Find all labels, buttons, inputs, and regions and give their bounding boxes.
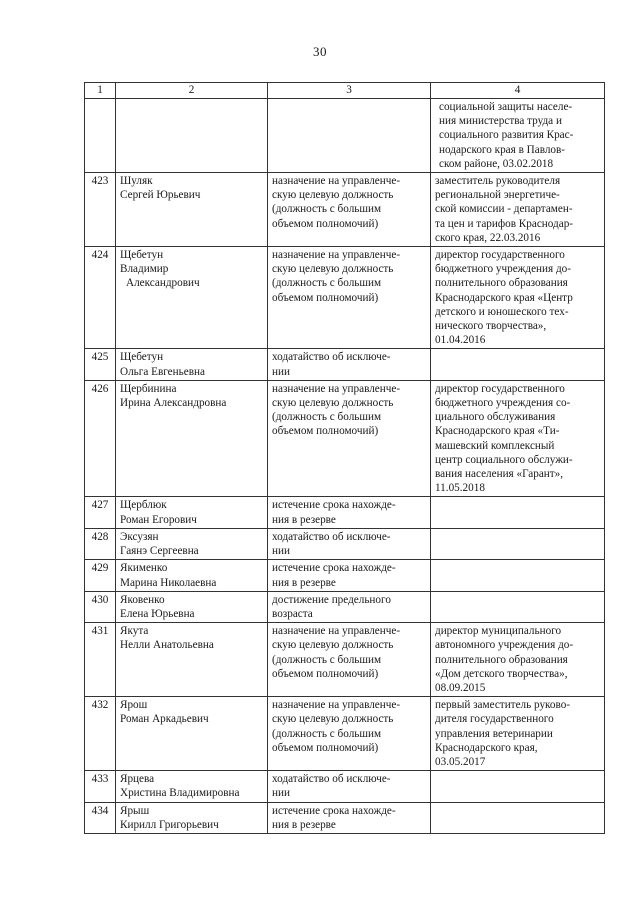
row-position	[431, 697, 605, 771]
table-body	[85, 99, 605, 834]
position-text: заместитель руководителя региональной энергетиче- ской комиссии - департамен- та цен и тарифов Краснодар- ского края, 22.03.2016	[435, 175, 574, 244]
position-text: первый заместитель руково- дителя государственного управления ветеринарии Краснодарского края, 03.05.2017	[435, 699, 571, 768]
row-reason	[268, 528, 431, 559]
row-name	[116, 528, 268, 559]
table-row	[85, 623, 605, 697]
row-name	[116, 560, 268, 591]
reason-text: ходатайство об исключе- нии	[272, 773, 391, 800]
row-reason	[268, 623, 431, 697]
reason-text: истечение срока нахожде- ния в резерве	[272, 562, 396, 589]
table-row	[85, 247, 605, 349]
row-name	[116, 173, 268, 247]
reason-text: назначение на управленче- скую целевую должность (должность с большим объемом полномочий)	[272, 249, 401, 304]
row-reason	[268, 497, 431, 528]
table-row	[85, 591, 605, 622]
given-names: Ольга Евгеньевна	[120, 365, 205, 378]
table-row	[85, 380, 605, 497]
row-name	[116, 802, 268, 833]
row-name	[116, 771, 268, 802]
row-reason	[268, 591, 431, 622]
surname: Якименко	[120, 562, 168, 575]
reason-text: назначение на управленче- скую целевую должность (должность с большим объемом полномочий)	[272, 625, 401, 680]
row-reason	[268, 247, 431, 349]
surname: Яковенко	[120, 593, 165, 606]
table-row-continuation	[85, 99, 605, 173]
reason-text: ходатайство об исключе- нии	[272, 351, 391, 378]
surname: Щерблюк	[120, 499, 167, 512]
row-number: 424	[85, 247, 116, 349]
row-position	[431, 99, 605, 173]
row-position	[431, 528, 605, 559]
page-number: 30	[313, 44, 327, 59]
row-number	[85, 99, 116, 173]
position-text: социальной защиты населе- ния министерства труда и социального развития Крас- нодарского края в Павлов- ском районе, 03.02.2018	[439, 101, 574, 170]
column-header-number: 1	[85, 83, 116, 99]
row-number: 430	[85, 591, 116, 622]
row-name	[116, 623, 268, 697]
row-name	[116, 380, 268, 497]
row-number: 431	[85, 623, 116, 697]
given-names: Марина Николаевна	[120, 576, 217, 589]
surname: Щебетун	[120, 249, 164, 262]
row-position	[431, 591, 605, 622]
row-name	[116, 591, 268, 622]
reason-text: истечение срока нахожде- ния в резерве	[272, 804, 396, 831]
table-row	[85, 771, 605, 802]
row-reason	[268, 771, 431, 802]
surname: Ярыш	[120, 804, 150, 817]
reason-text: назначение на управленче- скую целевую должность (должность с большим объемом полномочий)	[272, 382, 401, 438]
column-header-reason: 3	[268, 83, 431, 99]
reason-text: назначение на управленче- скую целевую должность (должность с большим объемом полномочий)	[272, 699, 401, 754]
row-number: 433	[85, 771, 116, 802]
column-header-name: 2	[116, 83, 268, 99]
row-reason	[268, 697, 431, 771]
row-name	[116, 247, 268, 349]
reserve-table	[84, 82, 605, 834]
table-row	[85, 560, 605, 591]
surname: Щербинина	[120, 382, 177, 395]
patronymic: Александрович	[126, 277, 200, 290]
row-position	[431, 173, 605, 247]
surname: Щебетун	[120, 351, 164, 364]
surname: Ярцева	[120, 773, 155, 786]
reason-text: достижение предельного возраста	[272, 593, 391, 620]
surname: Эксузян	[120, 530, 159, 543]
table-row	[85, 497, 605, 528]
row-reason	[268, 99, 431, 173]
given-names: Гаянэ Сергеевна	[120, 545, 199, 558]
surname: Якута	[120, 625, 149, 638]
table-row	[85, 173, 605, 247]
row-reason	[268, 380, 431, 497]
given-names: Роман Егорович	[120, 513, 197, 526]
reason-text: назначение на управленче- скую целевую должность (должность с большим объемом полномочий)	[272, 175, 401, 230]
table-row	[85, 802, 605, 833]
table-row	[85, 697, 605, 771]
surname: Ярош	[120, 699, 148, 712]
column-header-position: 4	[431, 83, 605, 99]
row-reason	[268, 173, 431, 247]
row-name	[116, 349, 268, 380]
row-position	[431, 771, 605, 802]
given-names: Ирина Александровна	[120, 397, 227, 410]
row-name	[116, 497, 268, 528]
table-row	[85, 349, 605, 380]
given-names: Елена Юрьевна	[120, 607, 195, 620]
row-number: 432	[85, 697, 116, 771]
given-names: Владимир	[120, 263, 169, 276]
position-text: директор государственного бюджетного учреждения до- полнительного образования Краснодарского края «Центр детского и юношеского тех- нического творчества», 01.04.2016	[435, 249, 573, 347]
row-position	[431, 802, 605, 833]
row-reason	[268, 802, 431, 833]
given-names: Христина Владимировна	[120, 787, 240, 800]
row-number: 426	[85, 380, 116, 497]
position-text: директор муниципального автономного учреждения до- полнительного образования «Дом детского творчества», 08.09.2015	[435, 625, 574, 694]
row-name	[116, 99, 268, 173]
row-reason	[268, 560, 431, 591]
given-names: Кирилл Григорьевич	[120, 818, 219, 831]
header-row	[85, 83, 605, 99]
reason-text: истечение срока нахожде- ния в резерве	[272, 499, 396, 526]
row-number: 423	[85, 173, 116, 247]
row-number: 427	[85, 497, 116, 528]
given-names: Нелли Анатольевна	[120, 639, 214, 652]
reason-text: ходатайство об исключе- нии	[272, 530, 391, 558]
row-number: 429	[85, 560, 116, 591]
table-row	[85, 528, 605, 559]
table-header	[85, 83, 605, 99]
row-position	[431, 349, 605, 380]
given-names: Роман Аркадьевич	[120, 713, 209, 726]
position-text: директор государственного бюджетного учреждения со- циального обслуживания Краснодарского края «Ти- машевский комплексный центр социального обслужи- вания населения «Гарант», 11.05.2018	[435, 382, 573, 495]
row-name	[116, 697, 268, 771]
row-position	[431, 497, 605, 528]
row-reason	[268, 349, 431, 380]
row-position	[431, 247, 605, 349]
row-number: 428	[85, 528, 116, 559]
given-names: Сергей Юрьевич	[120, 189, 201, 202]
row-number: 425	[85, 349, 116, 380]
row-position	[431, 560, 605, 591]
row-position	[431, 380, 605, 497]
row-number: 434	[85, 802, 116, 833]
surname: Шуляк	[120, 175, 153, 188]
row-position	[431, 623, 605, 697]
